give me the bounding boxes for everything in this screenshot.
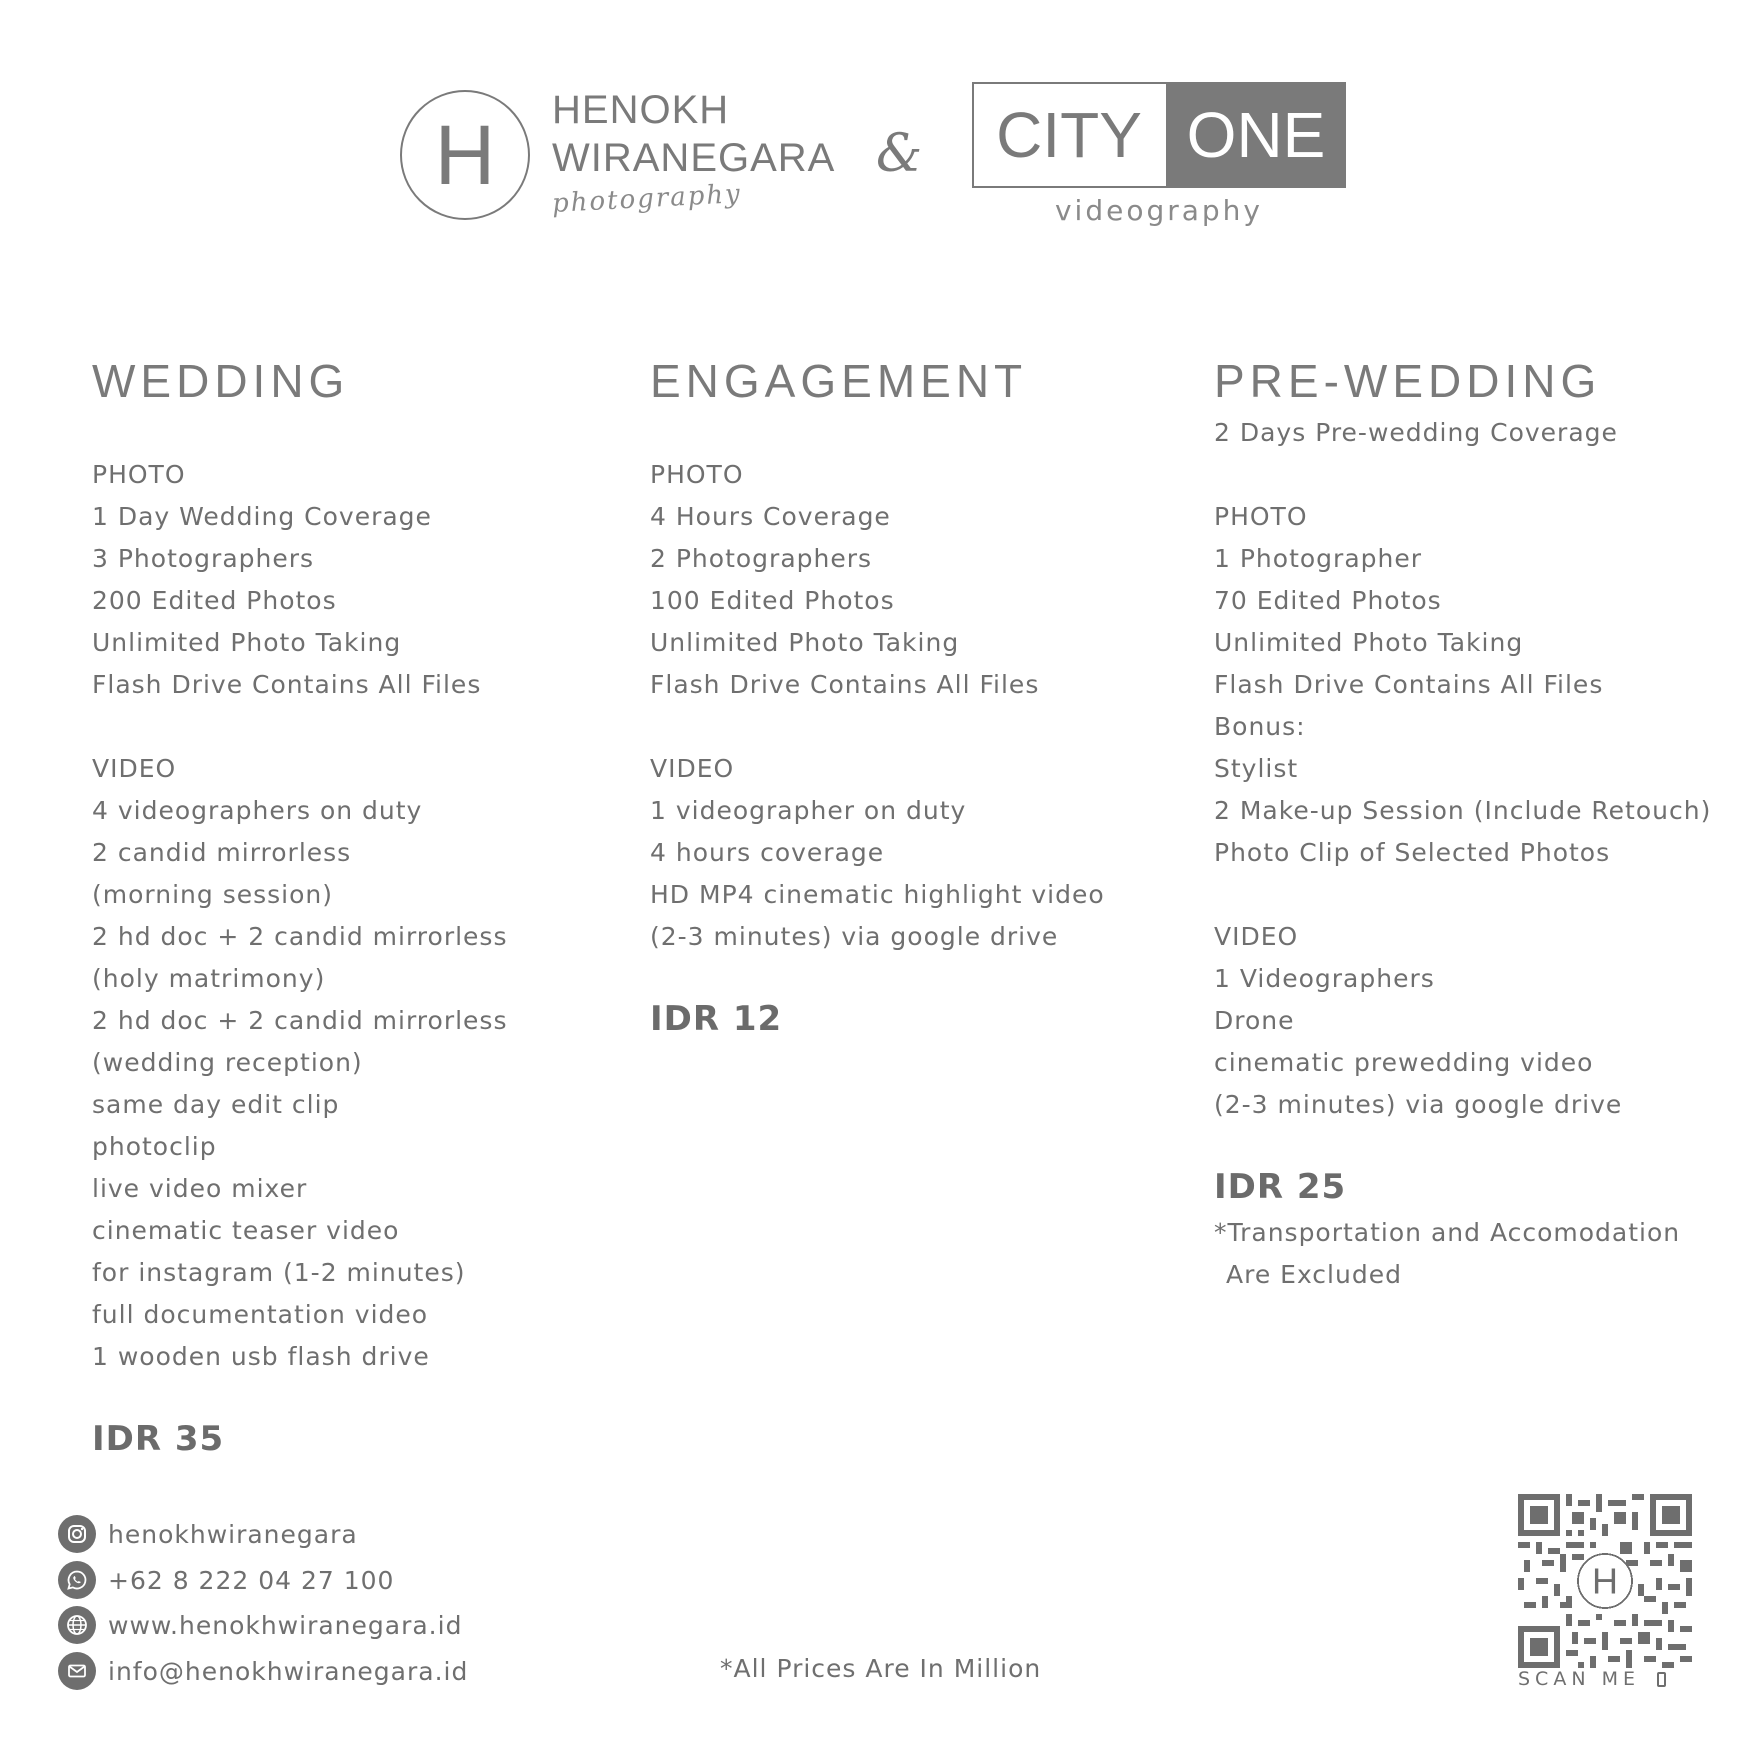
phone-icon xyxy=(1657,1672,1666,1687)
engagement-package xyxy=(650,350,1210,1044)
list-item: 2 Make-up Session (Include Retouch) xyxy=(1214,796,1712,825)
list-item: (morning session) xyxy=(92,880,333,909)
qr-scan-label xyxy=(1518,1668,1692,1690)
list-item: cinematic teaser video xyxy=(92,1216,400,1245)
contact-whatsapp[interactable] xyxy=(58,1560,394,1600)
list-item: 1 wooden usb flash drive xyxy=(92,1342,430,1371)
list-item: 200 Edited Photos xyxy=(92,586,337,615)
contact-email[interactable] xyxy=(58,1651,468,1691)
list-item: Unlimited Photo Taking xyxy=(92,628,402,657)
list-item: 2 candid mirrorless xyxy=(92,838,352,867)
list-item: Photo Clip of Selected Photos xyxy=(1214,838,1611,867)
list-item: (2-3 minutes) via google drive xyxy=(1214,1090,1623,1119)
package-subtitle: 2 Days Pre-wedding Coverage xyxy=(1214,418,1618,447)
ampersand: & xyxy=(876,124,923,184)
list-item: live video mixer xyxy=(92,1174,308,1203)
list-item: (holy matrimony) xyxy=(92,964,326,993)
list-item: 100 Edited Photos xyxy=(650,586,895,615)
logo-name-line2: WIRANEGARA xyxy=(552,136,836,180)
list-item: 4 Hours Coverage xyxy=(650,502,891,531)
package-price: IDR 25 xyxy=(1214,1167,1347,1207)
scan-label-text: SCAN ME xyxy=(1518,1668,1640,1690)
list-item: 2 hd doc + 2 candid mirrorless xyxy=(92,922,508,951)
list-item: Stylist xyxy=(1214,754,1299,783)
list-item: 4 hours coverage xyxy=(650,838,885,867)
package-title: PRE-WEDDING xyxy=(1214,355,1602,407)
video-heading: VIDEO xyxy=(1214,922,1299,951)
globe-icon xyxy=(58,1606,96,1644)
package-title: WEDDING xyxy=(92,355,350,407)
logo-script: photography xyxy=(551,179,743,219)
video-heading: VIDEO xyxy=(92,754,177,783)
logo-name-line1: HENOKH xyxy=(552,88,730,132)
list-item: 70 Edited Photos xyxy=(1214,586,1442,615)
contact-instagram[interactable] xyxy=(58,1514,358,1554)
list-item: Drone xyxy=(1214,1006,1295,1035)
list-item: 3 Photographers xyxy=(92,544,315,573)
photo-heading: PHOTO xyxy=(1214,502,1308,531)
package-price: IDR 35 xyxy=(92,1419,225,1459)
list-item: Unlimited Photo Taking xyxy=(1214,628,1524,657)
instagram-handle[interactable]: henokhwiranegara xyxy=(108,1519,358,1549)
list-item: cinematic prewedding video xyxy=(1214,1048,1594,1077)
photo-heading: PHOTO xyxy=(650,460,744,489)
price-note: *All Prices Are In Million xyxy=(720,1654,1042,1683)
list-item: 2 hd doc + 2 candid mirrorless xyxy=(92,1006,508,1035)
list-item: 1 Photographer xyxy=(1214,544,1423,573)
list-item: Flash Drive Contains All Files xyxy=(1214,670,1604,699)
list-item: 2 Photographers xyxy=(650,544,873,573)
exclusion-note: *Transportation and Accomodation xyxy=(1214,1218,1681,1247)
wedding-package xyxy=(92,350,652,1464)
whatsapp-icon xyxy=(58,1561,96,1599)
whatsapp-number[interactable]: +62 8 222 04 27 100 xyxy=(108,1565,395,1595)
list-item: Flash Drive Contains All Files xyxy=(92,670,482,699)
list-item: Flash Drive Contains All Files xyxy=(650,670,1040,699)
logo-word-one: ONE xyxy=(1186,99,1326,171)
exclusion-note: Are Excluded xyxy=(1226,1260,1402,1289)
logo-monogram: H xyxy=(434,108,496,202)
logo-word-city: CITY xyxy=(996,99,1142,171)
photo-heading: PHOTO xyxy=(92,460,186,489)
list-item: Bonus: xyxy=(1214,712,1306,741)
qr-monogram: H xyxy=(1592,1560,1618,1602)
email-icon xyxy=(58,1652,96,1690)
list-item: (2-3 minutes) via google drive xyxy=(650,922,1059,951)
city-one-logo xyxy=(972,82,1346,232)
instagram-icon xyxy=(58,1515,96,1553)
qr-code[interactable] xyxy=(1518,1494,1692,1668)
henokh-wiranegara-logo xyxy=(400,86,840,236)
package-title: ENGAGEMENT xyxy=(650,355,1028,407)
list-item: 1 videographer on duty xyxy=(650,796,967,825)
video-heading: VIDEO xyxy=(650,754,735,783)
website-link[interactable]: www.henokhwiranegara.id xyxy=(108,1610,463,1640)
list-item: 4 videographers on duty xyxy=(92,796,423,825)
list-item: same day edit clip xyxy=(92,1090,340,1119)
list-item: 1 Day Wedding Coverage xyxy=(92,502,432,531)
package-price: IDR 12 xyxy=(650,999,783,1039)
list-item: photoclip xyxy=(92,1132,217,1161)
list-item: (wedding reception) xyxy=(92,1048,363,1077)
logo-subtitle: videography xyxy=(1054,194,1263,227)
list-item: 1 Videographers xyxy=(1214,964,1435,993)
list-item: full documentation video xyxy=(92,1300,429,1329)
list-item: Unlimited Photo Taking xyxy=(650,628,960,657)
email-link[interactable]: info@henokhwiranegara.id xyxy=(108,1656,469,1686)
prewedding-package xyxy=(1214,350,1734,1296)
contact-website[interactable] xyxy=(58,1605,462,1645)
list-item: for instagram (1-2 minutes) xyxy=(92,1258,466,1287)
list-item: HD MP4 cinematic highlight video xyxy=(650,880,1105,909)
